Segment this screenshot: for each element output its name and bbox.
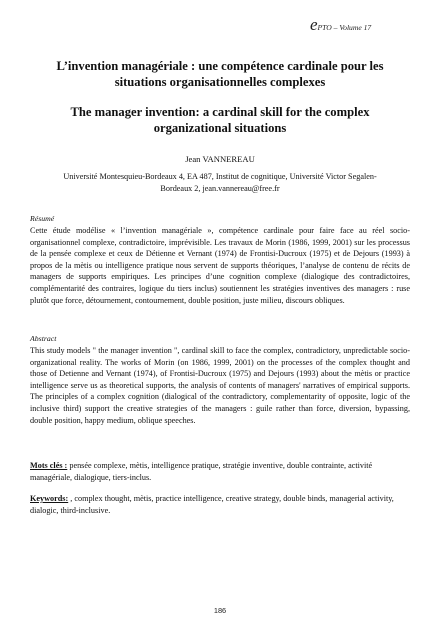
title-english: The manager invention: a cardinal skill for the complex organizational situations xyxy=(70,105,370,135)
author-name: Jean VANNEREAU xyxy=(185,154,255,164)
keywords-english xyxy=(30,493,410,516)
resume-label: Résumé xyxy=(30,214,55,223)
abstract-text: This study models " the manager invention ", cardinal skill to face the complex, contradictory, unpredictable socio-organizational reality. The works of Morin (on 1986, 1999, 2001) on the processes of the complex thought and those of Detienne and Vernant (1974), of Frontisi-Ducroux (1975) and Dejours (1993) about the mètis or practice intelligence serve us as theoretical supports, the analysis of contents of managers' narratives of empirical supports. The principles of a complex cognition (dialogical of the contradictory, complementarity of opposite, logic of the inclusive third) support the creative strategies of the managers : guile rather than force, diversion, bypassing, double position, happy medium, oblique speeches. xyxy=(30,346,410,425)
title-french: L’invention managériale : une compétence cardinale pour les situations organisationnelles complexes xyxy=(56,59,384,89)
running-header xyxy=(310,16,371,33)
keywords-french-label: Mots clés : xyxy=(30,461,68,470)
journal-logo-letter: e xyxy=(310,15,318,34)
journal-volume: PTO – Volume 17 xyxy=(317,23,372,32)
author-affiliation: Université Montesquieu-Bordeaux 4, EA 487, Institut de cognitique, Université Victor Segalen-Bordeaux 2, jean.vannereau@free.fr xyxy=(63,172,377,193)
resume-text: Cette étude modélise « l’invention managériale », compétence cardinale pour faire face au réel socio-organisationnel complexe, contradictoire, imprévisible. Les travaux de Morin (1986, 1999, 2001) sur les processus de la pensée complexe et ceux de Détienne et Vernant (1974) de Frontisi-Ducroux (1975) et de Dejours (1993) à propos de la mètis ou intelligence pratique nous servent de supports théoriques, l’analyse de contenu de récits de managers de supports empiriques. Les principes d’une cognition complexe (dialogique des contradictoires, complémentarité des contraires, logique du tiers inclus) soutiennent les stratégies inventives des managers : ruse plutôt que force, détournement, contournement, double position, juste milieu, discours obliques. xyxy=(30,226,410,305)
page-number: 186 xyxy=(213,606,227,615)
abstract-label: Abstract xyxy=(30,334,57,343)
keywords-french-text: pensée complexe, mètis, intelligence pratique, stratégie inventive, double contrainte, activité managériale, dialogique, tiers-inclus. xyxy=(30,461,373,482)
keywords-french xyxy=(30,460,410,483)
keywords-english-label: Keywords: xyxy=(30,494,69,503)
keywords-english-text: , complex thought, mètis, practice intelligence, creative strategy, double binds, managerial activity, dialogic, third-inclusive. xyxy=(30,494,394,515)
